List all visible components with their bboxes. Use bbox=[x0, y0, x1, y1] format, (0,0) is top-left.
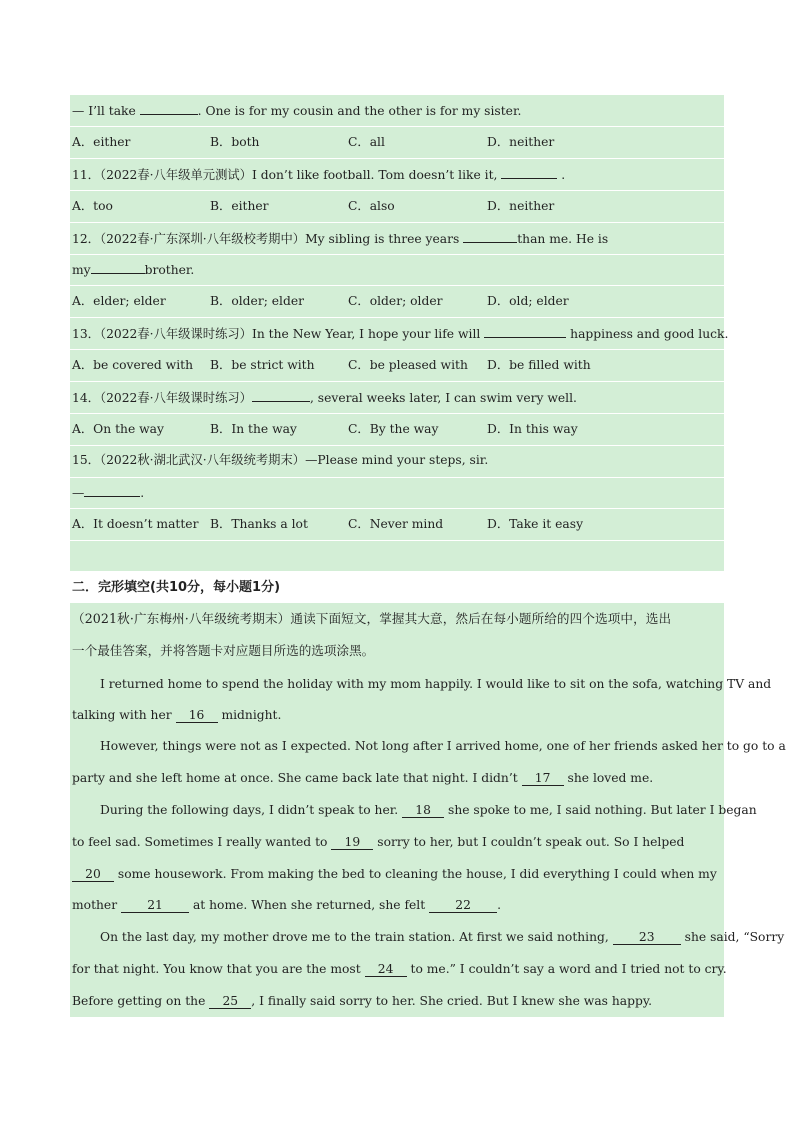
passage-p3-line1 bbox=[100, 802, 757, 818]
answer-blank bbox=[484, 325, 566, 338]
passage-text: to feel sad. Sometimes I really wanted to bbox=[72, 835, 328, 849]
stem-text: than me. He is bbox=[517, 232, 609, 246]
cloze-blank-19: 19 bbox=[331, 836, 373, 850]
option-d: D．be filled with bbox=[487, 358, 591, 372]
passage-p1-line1: I returned home to spend the holiday with my mom happily. I would like to sit on the sofa, watching TV and bbox=[100, 677, 772, 691]
question-13-stem bbox=[72, 325, 728, 342]
stem-text: — bbox=[72, 486, 85, 500]
option-b: B．either bbox=[210, 199, 269, 213]
row-divider bbox=[70, 190, 724, 191]
answer-blank bbox=[84, 484, 140, 497]
option-c: C．older; older bbox=[348, 294, 443, 308]
question-12-line2 bbox=[72, 261, 194, 278]
question-10-stem bbox=[72, 102, 521, 119]
question-12-stem bbox=[72, 230, 608, 247]
answer-blank bbox=[501, 166, 557, 179]
passage-p1-line2 bbox=[72, 707, 281, 723]
passage-text: On the last day, my mother drove me to the train station. At first we said nothing, bbox=[100, 930, 609, 944]
stem-text: . bbox=[561, 168, 566, 182]
passage-p2-line2 bbox=[72, 770, 653, 786]
stem-text: 12．（2022春·广东深圳·八年级校考期中）My sibling is three years bbox=[72, 232, 460, 246]
passage-text: . bbox=[497, 898, 502, 912]
passage-text: During the following days, I didn’t speak to her. bbox=[100, 803, 399, 817]
option-c: C．all bbox=[348, 135, 385, 149]
passage-text: she said, “Sorry bbox=[684, 930, 785, 944]
passage-p4-line1 bbox=[100, 929, 784, 945]
option-b: B．Thanks a lot bbox=[210, 517, 308, 531]
row-divider bbox=[70, 126, 724, 127]
option-d: D．neither bbox=[487, 135, 555, 149]
passage-text: talking with her bbox=[72, 708, 172, 722]
section-title: 二．完形填空(共10分，每小题1分) bbox=[72, 580, 281, 595]
question-11-stem bbox=[72, 166, 565, 183]
row-divider bbox=[70, 445, 724, 446]
passage-text: midnight. bbox=[221, 708, 282, 722]
answer-blank bbox=[252, 389, 310, 402]
option-a: A．It doesn’t matter bbox=[72, 517, 199, 531]
stem-text: . bbox=[140, 486, 145, 500]
stem-text: 13．（2022春·八年级课时练习）In the New Year, I hope your life will bbox=[72, 327, 481, 341]
stem-text: 11．（2022春·八年级单元测试）I don’t like football. Tom doesn’t like it, bbox=[72, 168, 498, 182]
cloze-blank-16: 16 bbox=[176, 709, 218, 723]
row-divider bbox=[70, 508, 724, 509]
option-d: D．old; elder bbox=[487, 294, 569, 308]
stem-text: , several weeks later, I can swim very well. bbox=[309, 391, 577, 405]
cloze-intro-line1: （2021秋·广东梅州·八年级统考期末）通读下面短文，掌握其大意，然后在每小题所给的四个选项中，选出 bbox=[72, 611, 672, 626]
option-b: B．both bbox=[210, 135, 260, 149]
passage-p4-line3 bbox=[72, 993, 652, 1009]
passage-p3-line2 bbox=[72, 834, 684, 850]
cloze-blank-17: 17 bbox=[522, 772, 564, 786]
row-divider bbox=[70, 317, 724, 318]
row-divider bbox=[70, 349, 724, 350]
stem-text: brother. bbox=[144, 263, 195, 277]
option-c: C．be pleased with bbox=[348, 358, 468, 372]
row-divider bbox=[70, 540, 724, 541]
question-14-stem bbox=[72, 389, 577, 406]
passage-text: Before getting on the bbox=[72, 994, 206, 1008]
option-b: B．In the way bbox=[210, 422, 297, 436]
cloze-blank-20: 20 bbox=[72, 868, 114, 882]
option-d: D．neither bbox=[487, 199, 555, 213]
option-d: D．In this way bbox=[487, 422, 578, 436]
answer-blank bbox=[140, 102, 198, 115]
passage-p3-line4 bbox=[72, 897, 501, 913]
passage-text: for that night. You know that you are the most bbox=[72, 962, 361, 976]
passage-text: party and she left home at once. She came back late that night. I didn’t bbox=[72, 771, 518, 785]
option-d: D．Take it easy bbox=[487, 517, 584, 531]
passage-p4-line2 bbox=[72, 961, 727, 977]
passage-text: she spoke to me, I said nothing. But later I began bbox=[448, 803, 757, 817]
cloze-blank-24: 24 bbox=[365, 963, 407, 977]
stem-text: . One is for my cousin and the other is for my sister. bbox=[197, 104, 522, 118]
cloze-blank-21: 21 bbox=[121, 899, 189, 913]
question-15-line2 bbox=[72, 484, 144, 501]
passage-text: , I finally said sorry to her. She cried. But I knew she was happy. bbox=[251, 994, 653, 1008]
row-divider bbox=[70, 285, 724, 286]
option-a: A．too bbox=[72, 199, 113, 213]
passage-p2-line1: However, things were not as I expected. Not long after I arrived home, one of her friends asked her to go to a bbox=[100, 739, 786, 753]
option-b: B．be strict with bbox=[210, 358, 315, 372]
row-divider bbox=[70, 158, 724, 159]
stem-text: happiness and good luck. bbox=[570, 327, 729, 341]
option-a: A．either bbox=[72, 135, 131, 149]
passage-text: sorry to her, but I couldn’t speak out. So I helped bbox=[377, 835, 685, 849]
passage-text: mother bbox=[72, 898, 118, 912]
row-divider bbox=[70, 413, 724, 414]
stem-text: — I’ll take bbox=[72, 104, 136, 118]
passage-text: at home. When she returned, she felt bbox=[192, 898, 426, 912]
option-c: C．Never mind bbox=[348, 517, 444, 531]
passage-text: to me.” I couldn’t say a word and I tried not to cry. bbox=[410, 962, 727, 976]
row-divider bbox=[70, 222, 724, 223]
passage-text: some housework. From making the bed to cleaning the house, I did everything I could when my bbox=[117, 867, 717, 881]
answer-blank bbox=[91, 261, 145, 274]
cloze-blank-25: 25 bbox=[209, 995, 251, 1009]
stem-text: my bbox=[72, 263, 91, 277]
row-divider bbox=[70, 477, 724, 478]
answer-blank bbox=[463, 230, 517, 243]
question-15-stem: 15．（2022秋·湖北武汉·八年级统考期末）—Please mind your steps, sir. bbox=[72, 453, 489, 467]
passage-p3-line3 bbox=[72, 866, 717, 882]
stem-text: 14．（2022春·八年级课时练习） bbox=[72, 391, 252, 405]
row-divider bbox=[70, 254, 724, 255]
option-b: B．older; elder bbox=[210, 294, 304, 308]
option-c: C．By the way bbox=[348, 422, 439, 436]
cloze-intro-line2: 一个最佳答案，并将答题卡对应题目所选的选项涂黑。 bbox=[72, 643, 375, 658]
option-a: A．elder; elder bbox=[72, 294, 166, 308]
cloze-blank-18: 18 bbox=[402, 804, 444, 818]
passage-text: she loved me. bbox=[567, 771, 654, 785]
option-a: A．On the way bbox=[72, 422, 164, 436]
option-c: C．also bbox=[348, 199, 395, 213]
row-divider bbox=[70, 381, 724, 382]
cloze-blank-22: 22 bbox=[429, 899, 497, 913]
cloze-blank-23: 23 bbox=[613, 931, 681, 945]
option-a: A．be covered with bbox=[72, 358, 194, 372]
